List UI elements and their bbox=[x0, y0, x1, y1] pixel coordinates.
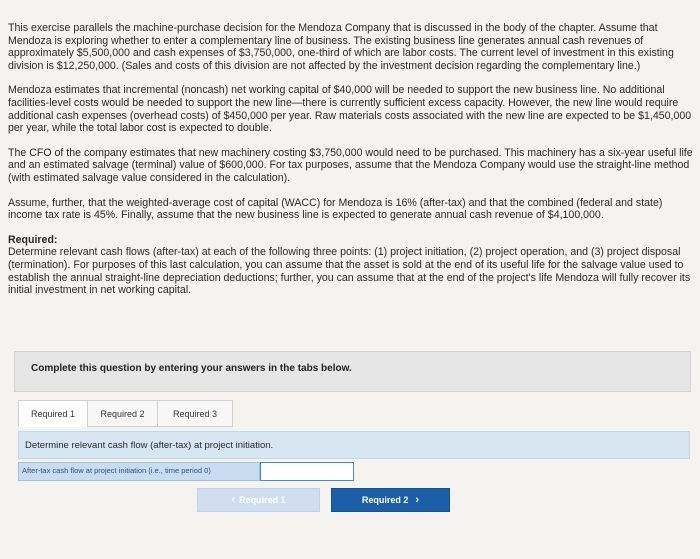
answer-row bbox=[18, 462, 354, 481]
problem-paragraph-1: This exercise parallels the machine-purchase decision for the Mendoza Company that is discussed in the body of the chapter. Assume that Mendoza is exploring whether to enter a complementary line of business. The existing business line generates annual cash revenues of approximately $5,500,000 and cash expenses of $3,750,000, one-third of which are labor costs. The current level of investment in this existing division is $12,250,000. (Sales and costs of this division are not affected by the investment decision regarding the complementary line.) bbox=[8, 22, 674, 72]
next-button-label: Required 2 bbox=[361, 495, 409, 505]
required-tabs bbox=[18, 400, 232, 427]
tab-required-3[interactable]: Required 3 bbox=[157, 400, 233, 427]
tab-required-1[interactable]: Required 1 bbox=[18, 400, 88, 427]
chevron-right-icon: › bbox=[415, 494, 420, 506]
question-prompt: Determine relevant cash flow (after-tax) at project initiation. bbox=[25, 440, 274, 451]
required-section bbox=[8, 234, 696, 297]
instruction-panel bbox=[14, 351, 691, 392]
problem-paragraph-2: Mendoza estimates that incremental (noncash) net working capital of $40,000 will be needed to support the new business line. No additional facilities-level costs would be needed to support the new line—there is currently sufficient excess capacity. However, the new line would require additional cash expenses (overhead costs) of $450,000 per year. Raw materials costs associated with the new line are expected to be $1,450,000 per year, while the total labor cost is expected to double. bbox=[8, 84, 692, 135]
problem-statement bbox=[8, 22, 696, 297]
problem-paragraph-3: The CFO of the company estimates that new machinery costing $3,750,000 would need to be purchased. This machinery has a six-year useful life and an estimated salvage (terminal) value of $600,000. For tax purposes, assume that the Mendoza Company would use the straight-line method (with estimated salvage value considered in the calculation). bbox=[8, 146, 693, 184]
answer-label: After-tax cash flow at project initiation (i.e., time period 0) bbox=[18, 462, 260, 481]
question-prompt-bar bbox=[18, 431, 690, 459]
instruction-text: Complete this question by entering your answers in the tabs below. bbox=[31, 363, 352, 374]
problem-paragraph-4: Assume, further, that the weighted-average cost of capital (WACC) for Mendoza is 16% (after-tax) and that the combined (federal and state) income tax rate is 45%. Finally, assume that the new business line is expected to generate annual cash revenue of $4,100,000. bbox=[8, 196, 663, 222]
chevron-left-icon: ‹ bbox=[231, 494, 236, 506]
next-tab-button[interactable] bbox=[331, 488, 450, 512]
previous-tab-button[interactable] bbox=[197, 488, 320, 512]
tab-required-2[interactable]: Required 2 bbox=[87, 400, 158, 427]
cash-flow-input[interactable] bbox=[260, 462, 354, 481]
required-text: Determine relevant cash flows (after-tax) at each of the following three points: (1) project initiation, (2) project operation, and (3) project disposal (termination). For purposes of this last calculation, you can assume that the asset is sold at the end of its useful life for the salvage value used to establish the annual straight-line depreciation deductions; further, you can assume that at the end of the project's life Mendoza will fully recover its initial investment in net working capital. bbox=[8, 246, 691, 297]
required-heading: Required: bbox=[8, 233, 58, 246]
previous-button-label: Required 1 bbox=[239, 495, 286, 505]
